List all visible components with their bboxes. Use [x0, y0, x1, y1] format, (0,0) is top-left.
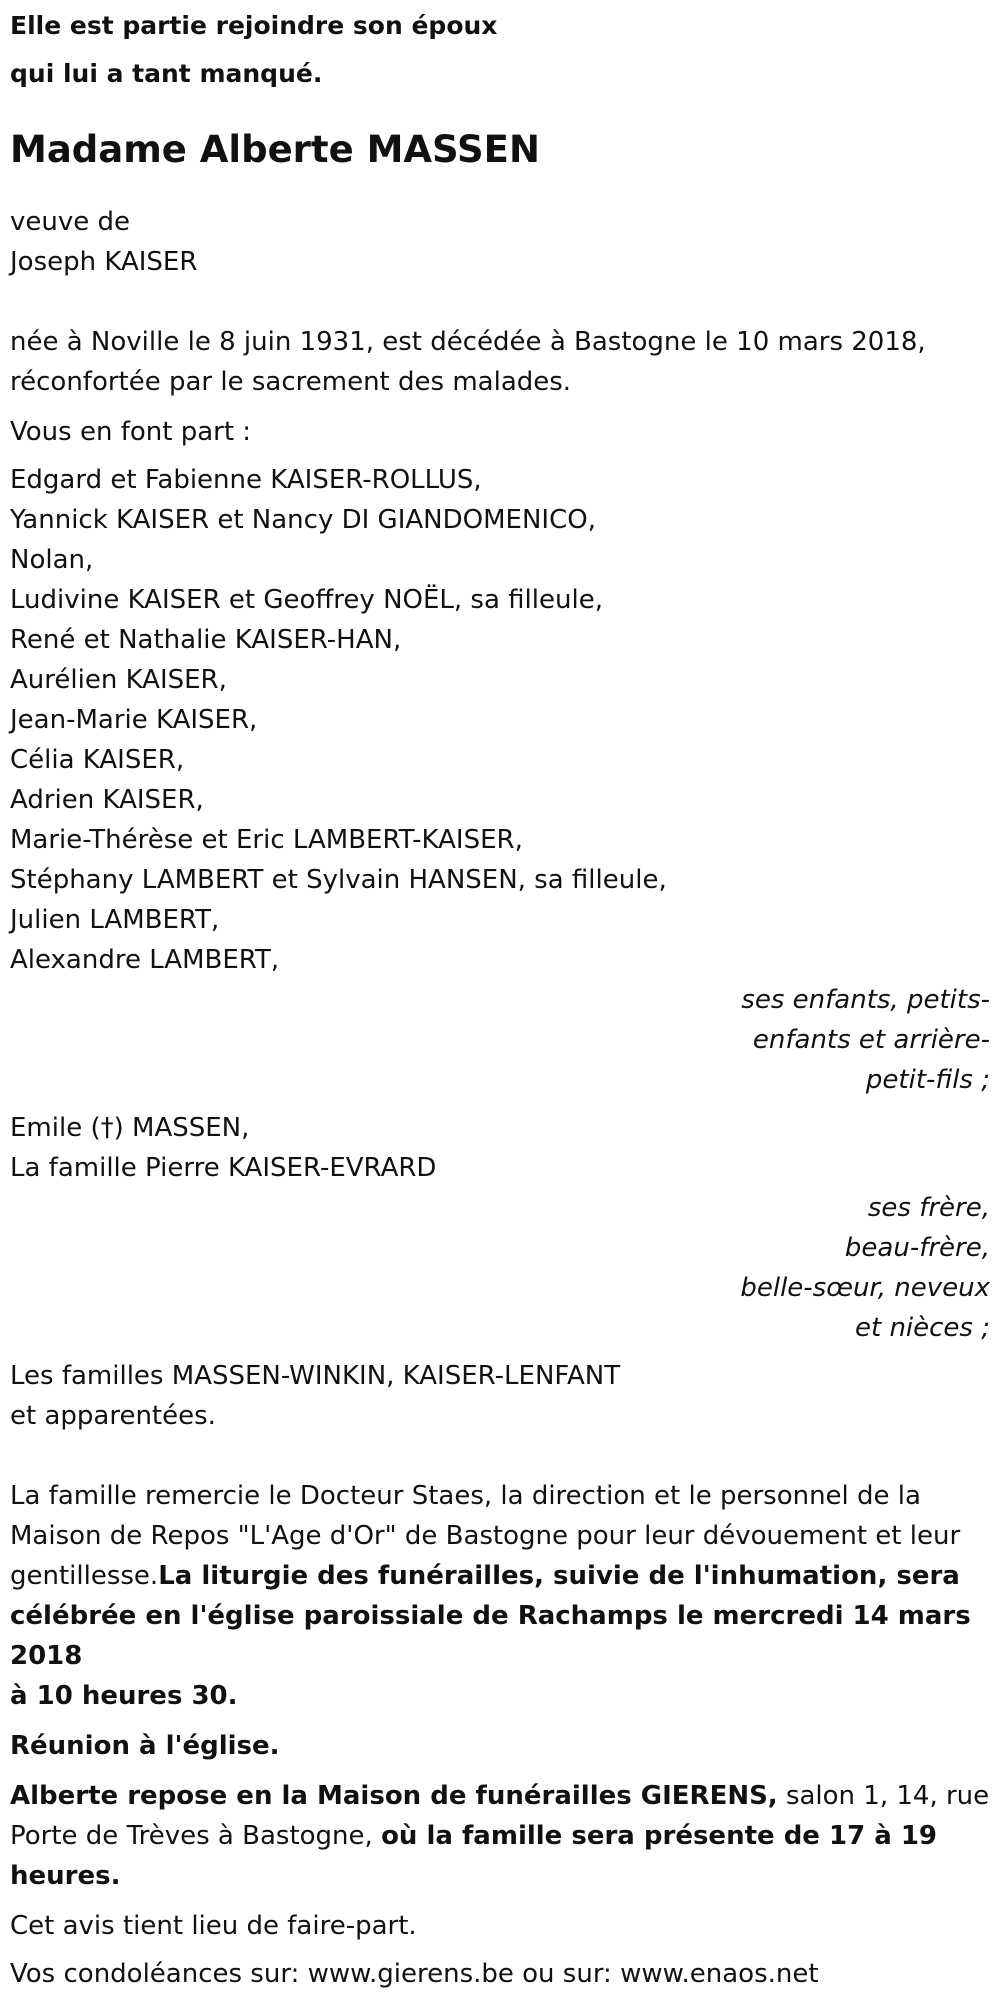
family-member-line: Stéphany LAMBERT et Sylvain HANSEN, sa filleule, [10, 865, 667, 895]
siblings-role-line: et nièces ; [854, 1313, 990, 1343]
thanks-section [10, 1476, 990, 1716]
family-member-line: Nolan, [10, 545, 94, 575]
siblings-list [10, 1108, 990, 1188]
family-member-line: Jean-Marie KAISER, [10, 705, 258, 735]
families-line: et apparentées. [10, 1401, 216, 1431]
thanks-line-4: célébrée en l'église paroissiale de Rachamps le mercredi 14 mars 2018 [10, 1601, 971, 1671]
children-role-line: petit-fils ; [865, 1065, 990, 1095]
widow-label: veuve de [10, 207, 131, 237]
thanks-line-3-bold: La liturgie des funérailles, suivie de l'inhumation, sera [158, 1561, 960, 1591]
family-member-line: Alexandre LAMBERT, [10, 945, 280, 975]
widow-section [10, 202, 990, 282]
thanks-line-3 [10, 1556, 990, 1596]
repose-line-3: heures. [10, 1861, 121, 1891]
siblings-role [10, 1188, 990, 1348]
repose-line-1-plain: salon 1, 14, rue [777, 1781, 990, 1811]
family-member-line: Marie-Thérèse et Eric LAMBERT-KAISER, [10, 825, 523, 855]
family-member-line: René et Nathalie KAISER-HAN, [10, 625, 402, 655]
repose-line-2 [10, 1816, 990, 1856]
siblings-role-line: beau-frère, [844, 1233, 990, 1263]
family-member-line: Aurélien KAISER, [10, 665, 227, 695]
thanks-line-3-plain: gentillesse. [10, 1561, 159, 1591]
children-role [10, 980, 990, 1100]
repose-line-1 [10, 1776, 990, 1816]
condolences-text: Vos condoléances sur: www.gierens.be ou sur: www.enaos.net [10, 1959, 819, 1989]
repose-line-2-plain: Porte de Trèves à Bastogne, [10, 1821, 382, 1851]
birth-death-line-1: née à Noville le 8 juin 1931, est décédée à Bastogne le 10 mars 2018, [10, 327, 926, 357]
intro-line-1: Elle est partie rejoindre son époux [10, 11, 498, 40]
family-member-line: Célia KAISER, [10, 745, 185, 775]
birth-death-info [10, 322, 990, 402]
siblings-role-line: belle-sœur, neveux [740, 1273, 990, 1303]
children-list [10, 460, 990, 980]
families-list [10, 1356, 990, 1436]
intro-line-2: qui lui a tant manqué. [10, 59, 323, 88]
repose-line-1-bold: Alberte repose en la Maison de funérailles GIERENS, [10, 1781, 778, 1811]
deceased-name: Madame Alberte MASSEN [10, 128, 540, 171]
children-role-line: ses enfants, petits- [741, 985, 990, 1015]
family-member-line: Yannick KAISER et Nancy DI GIANDOMENICO, [10, 505, 596, 535]
faire-part-text: Cet avis tient lieu de faire-part. [10, 1911, 417, 1941]
thanks-line-5: à 10 heures 30. [10, 1681, 238, 1711]
sibling-line: Emile (†) MASSEN, [10, 1113, 250, 1143]
family-member-line: Adrien KAISER, [10, 785, 204, 815]
spouse-name: Joseph KAISER [10, 247, 198, 277]
family-member-line: Julien LAMBERT, [10, 905, 220, 935]
siblings-role-line: ses frère, [867, 1193, 990, 1223]
family-member-line: Edgard et Fabienne KAISER-ROLLUS, [10, 465, 482, 495]
birth-death-line-2: réconfortée par le sacrement des malades. [10, 367, 572, 397]
reunion-text: Réunion à l'église. [10, 1731, 280, 1761]
intro-text [10, 0, 990, 98]
announce-label: Vous en font part : [10, 417, 252, 447]
children-role-line: enfants et arrière- [752, 1025, 990, 1055]
families-line: Les familles MASSEN-WINKIN, KAISER-LENFANT [10, 1361, 621, 1391]
thanks-line-2: Maison de Repos "L'Age d'Or" de Bastogne pour leur dévouement et leur [10, 1521, 961, 1551]
family-member-line: Ludivine KAISER et Geoffrey NOËL, sa filleule, [10, 585, 603, 615]
repose-section [10, 1776, 990, 1896]
sibling-line: La famille Pierre KAISER-EVRARD [10, 1153, 437, 1183]
thanks-line-1: La famille remercie le Docteur Staes, la direction et le personnel de la [10, 1481, 921, 1511]
repose-line-2-bold: où la famille sera présente de 17 à 19 [381, 1821, 938, 1851]
